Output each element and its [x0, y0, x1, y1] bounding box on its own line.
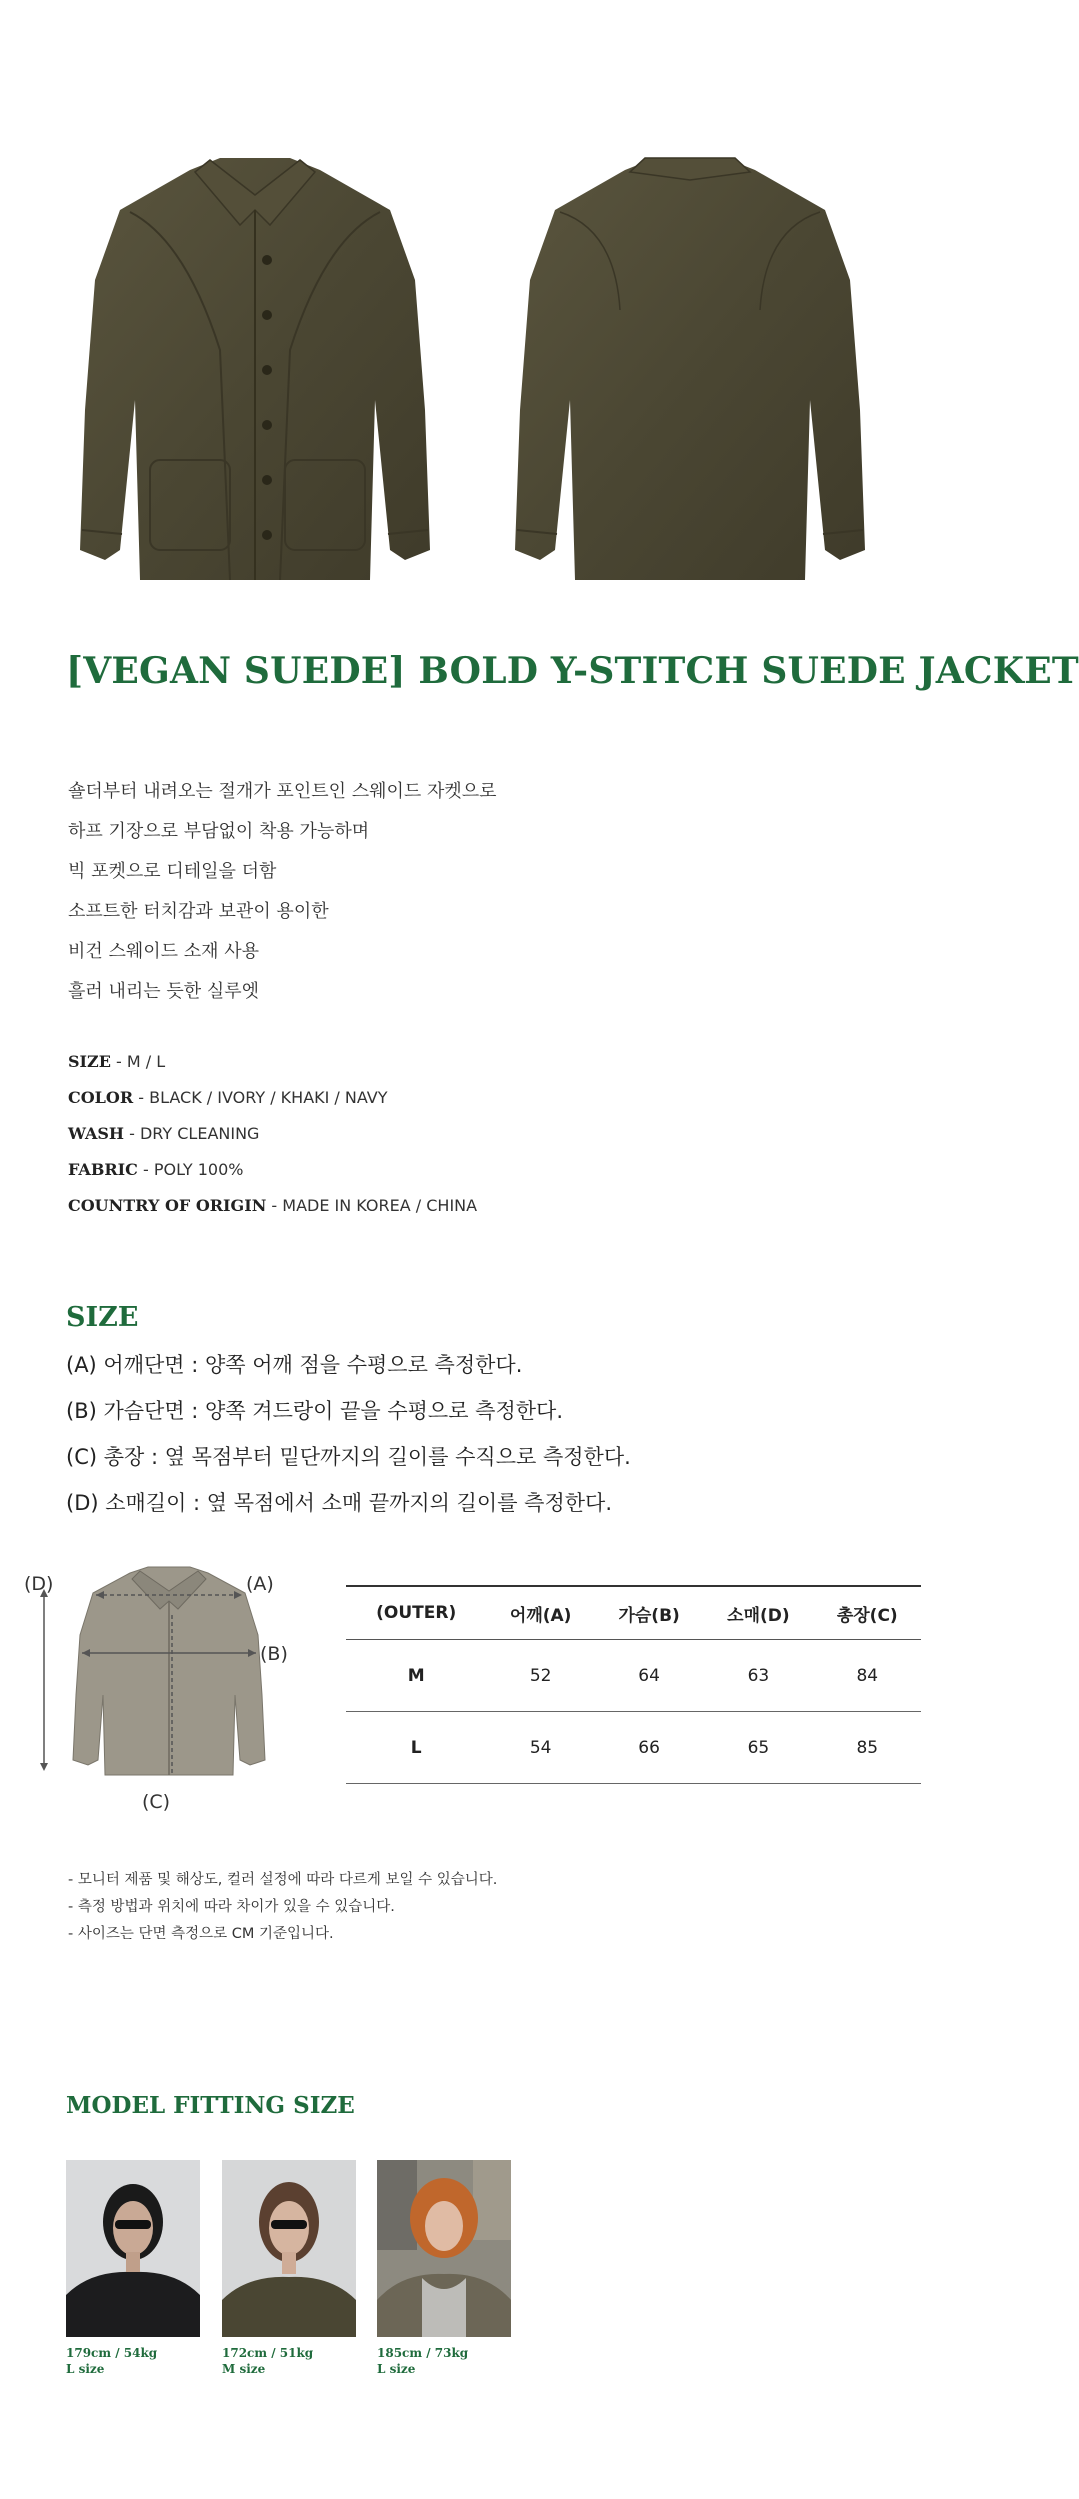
table-row [346, 1640, 921, 1712]
size-note: (A) 어깨단면 : 양쪽 어깨 점을 수평으로 측정한다. [66, 1353, 523, 1377]
disclaimer-line: - 사이즈는 단면 측정으로 CM 기준입니다. [68, 1926, 334, 1942]
model-stats: 172cm / 51kg [222, 2346, 314, 2360]
model-size: L size [66, 2362, 105, 2376]
description-line: 비건 스웨이드 소재 사용 [68, 941, 260, 962]
size-heading: SIZE [66, 1302, 139, 1333]
jacket-front-illustration [70, 150, 440, 590]
model-stats: 179cm / 54kg [66, 2346, 158, 2360]
disclaimer-line: - 측정 방법과 위치에 따라 차이가 있을 수 있습니다. [68, 1899, 395, 1915]
size-table-header [346, 1586, 921, 1640]
model-photo [377, 2160, 511, 2337]
cell-length: 85 [814, 1712, 921, 1784]
cell-chest: 64 [595, 1640, 703, 1712]
model-card [66, 2160, 200, 2377]
header-sleeve: 소매(D) [703, 1586, 813, 1640]
size-measurement-notes [66, 1350, 631, 1534]
description-line: 소프트한 터치감과 보관이 용이한 [68, 901, 329, 922]
model-card [377, 2160, 511, 2377]
row-size-label: M [346, 1640, 486, 1712]
model-stats: 185cm / 73kg [377, 2346, 469, 2360]
header-shoulder: 어깨(A) [486, 1586, 595, 1640]
size-table [346, 1585, 921, 1784]
cell-chest: 66 [595, 1712, 703, 1784]
cell-shoulder: 54 [486, 1712, 595, 1784]
description-line: 하프 기장으로 부담없이 착용 가능하며 [68, 821, 370, 842]
model-caption [377, 2345, 511, 2377]
description-line: 빅 포켓으로 디테일을 더함 [68, 861, 277, 882]
diagram-label-d: (D) [24, 1573, 54, 1595]
product-specs [68, 1050, 477, 1230]
jacket-front-photo [70, 150, 440, 590]
disclaimer-line: - 모니터 제품 및 해상도, 컬러 설정에 따라 다르게 보일 수 있습니다. [68, 1872, 498, 1888]
jacket-back-illustration [505, 150, 875, 590]
size-note: (D) 소매길이 : 옆 목점에서 소매 끝까지의 길이를 측정한다. [66, 1491, 612, 1515]
row-size-label: L [346, 1712, 486, 1784]
description-line: 숄더부터 내려오는 절개가 포인트인 스웨이드 자켓으로 [68, 781, 497, 802]
model-size: M size [222, 2362, 266, 2376]
cell-sleeve: 65 [703, 1712, 813, 1784]
jacket-back-photo [505, 150, 875, 590]
spec-wash: WASH - DRY CLEANING [68, 1124, 260, 1143]
diagram-label-c: (C) [142, 1791, 171, 1813]
measurement-diagram [24, 1565, 310, 1825]
spec-fabric: FABRIC - POLY 100% [68, 1160, 244, 1179]
size-disclaimer [68, 1870, 497, 1951]
model-caption [222, 2345, 356, 2377]
model-photo [66, 2160, 200, 2337]
spec-color: COLOR - BLACK / IVORY / KHAKI / NAVY [68, 1088, 388, 1107]
spec-size: SIZE - M / L [68, 1052, 166, 1071]
model-photo [222, 2160, 356, 2337]
product-title: [VEGAN SUEDE] BOLD Y-STITCH SUEDE JACKET [66, 650, 1079, 692]
header-length: 총장(C) [814, 1586, 921, 1640]
table-row [346, 1712, 921, 1784]
product-description [68, 778, 497, 1018]
model-size: L size [377, 2362, 416, 2376]
spec-origin: COUNTRY OF ORIGIN - MADE IN KOREA / CHINA [68, 1196, 478, 1215]
size-note: (C) 총장 : 옆 목점부터 밑단까지의 길이를 수직으로 측정한다. [66, 1445, 631, 1469]
model-card [222, 2160, 356, 2377]
size-note: (B) 가슴단면 : 양쪽 겨드랑이 끝을 수평으로 측정한다. [66, 1399, 563, 1423]
cell-sleeve: 63 [703, 1640, 813, 1712]
cell-shoulder: 52 [486, 1640, 595, 1712]
diagram-label-b: (B) [260, 1643, 288, 1665]
header-chest: 가슴(B) [595, 1586, 703, 1640]
model-fitting-heading: MODEL FITTING SIZE [66, 2092, 355, 2119]
diagram-label-a: (A) [246, 1573, 274, 1595]
header-outer: (OUTER) [346, 1586, 486, 1640]
cell-length: 84 [814, 1640, 921, 1712]
description-line: 흘러 내리는 듯한 실루엣 [68, 981, 260, 1002]
model-caption [66, 2345, 200, 2377]
